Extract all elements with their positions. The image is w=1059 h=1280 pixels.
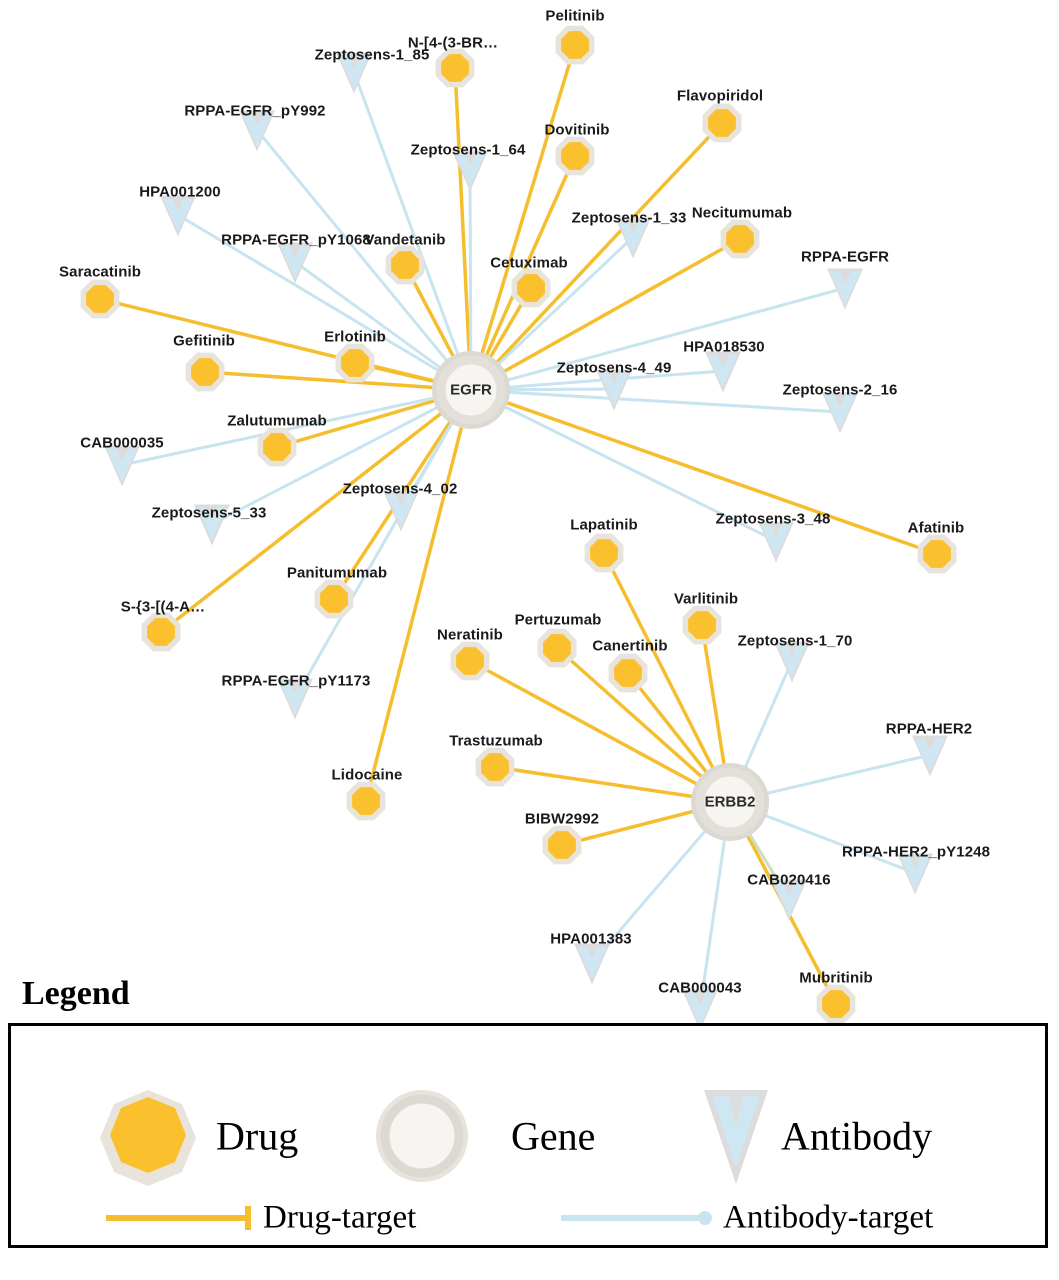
drug-node-label: Vandetanib — [364, 231, 446, 249]
legend-label-drug-target: Drug-target — [263, 1199, 417, 1236]
drug-node-label: Erlotinib — [324, 328, 386, 346]
drug-target-edge — [455, 68, 471, 390]
antibody-node-label: RPPA-EGFR — [800, 248, 890, 266]
drug-node[interactable] — [556, 137, 595, 176]
drug-node[interactable] — [609, 654, 648, 693]
legend-label-antibody: Antibody — [781, 1113, 933, 1159]
octagon-drug-icon — [614, 659, 642, 687]
drug-node[interactable] — [585, 534, 624, 573]
gene-node-label: ERBB2 — [704, 793, 756, 811]
octagon-drug-icon — [391, 251, 419, 279]
antibody-target-edge-icon — [561, 1211, 712, 1225]
drug-node-label: Lapatinib — [570, 516, 638, 534]
drug-target-edge — [470, 661, 730, 802]
drug-node[interactable] — [543, 826, 582, 865]
octagon-drug-icon — [352, 787, 380, 815]
antibody-node-label: Zeptosens-1_64 — [410, 141, 526, 159]
drug-node-label: Mubritinib — [799, 969, 873, 987]
drug-node-label: Pertuzumab — [514, 611, 602, 629]
drug-node-label: Varlitinib — [673, 590, 739, 608]
octagon-drug-icon — [708, 109, 736, 137]
antibody-node[interactable] — [822, 393, 858, 434]
circle-gene-icon — [376, 1090, 468, 1182]
drug-node-label: Necitumumab — [691, 204, 793, 222]
antibody-node-label: HPA018530 — [683, 338, 765, 356]
antibody-node-label: HPA001383 — [550, 930, 632, 948]
gene-node-label: EGFR — [450, 381, 492, 399]
antibody-node-label: CAB020416 — [747, 871, 831, 889]
octagon-drug-icon — [726, 225, 754, 253]
antibody-node[interactable] — [827, 269, 863, 310]
drug-node-label: Gefitinib — [173, 332, 235, 350]
drug-node-label: Zalutumumab — [227, 412, 327, 430]
drug-node-label: Flavopiridol — [676, 87, 764, 105]
antibody-node-label: RPPA-HER2 — [885, 720, 973, 738]
drug-node-label: Neratinib — [437, 626, 503, 644]
drug-node[interactable] — [436, 49, 475, 88]
octagon-drug-icon — [147, 618, 175, 646]
octagon-drug-icon — [561, 31, 589, 59]
drug-node[interactable] — [538, 629, 577, 668]
drug-node-label: Panitumumab — [286, 564, 388, 582]
drug-node[interactable] — [512, 269, 551, 308]
drug-target-edge — [471, 390, 937, 554]
drug-node[interactable] — [683, 606, 722, 645]
antibody-node[interactable] — [160, 196, 196, 237]
drug-node[interactable] — [142, 613, 181, 652]
drug-node-label: Trastuzumab — [449, 732, 543, 750]
antibody-node-label: Zeptosens-3_48 — [715, 510, 831, 528]
antibody-node-label: Zeptosens-1_33 — [571, 209, 687, 227]
legend — [0, 975, 1059, 1280]
antibody-node-label: Zeptosens-4_02 — [342, 480, 458, 498]
antibody-node-label: HPA001200 — [139, 183, 221, 201]
drug-node[interactable] — [386, 246, 425, 285]
octagon-drug-icon — [688, 611, 716, 639]
antibody-node-label: RPPA-EGFR_pY1173 — [221, 672, 371, 690]
octagon-drug-icon — [561, 142, 589, 170]
antibody-node[interactable] — [758, 522, 794, 563]
legend-box — [8, 1023, 1048, 1248]
octagon-drug-icon — [441, 54, 469, 82]
octagon-drug-icon — [320, 585, 348, 613]
legend-label-antibody-target: Antibody-target — [723, 1199, 934, 1236]
antibody-node-label: CAB000035 — [80, 434, 164, 452]
drug-node[interactable] — [347, 782, 386, 821]
drug-node-label: Afatinib — [907, 519, 965, 537]
drug-node-label: Dovitinib — [544, 121, 610, 139]
drug-node[interactable] — [258, 428, 297, 467]
antibody-node-label: Zeptosens-1_85 — [314, 46, 430, 64]
drug-node[interactable] — [556, 26, 595, 65]
drug-target-edge-icon — [106, 1206, 248, 1230]
drug-node[interactable] — [315, 580, 354, 619]
octagon-drug-icon — [263, 433, 291, 461]
drug-node-label: S-{3-[(4-A… — [120, 598, 206, 616]
octagon-drug-icon — [543, 634, 571, 662]
octagon-drug-icon — [456, 647, 484, 675]
octagon-drug-icon — [86, 285, 114, 313]
drug-node[interactable] — [703, 104, 742, 143]
drug-node-label: Pelitinib — [545, 7, 605, 25]
drug-node[interactable] — [918, 535, 957, 574]
drug-node-label: Cetuximab — [490, 254, 568, 272]
drug-node[interactable] — [81, 280, 120, 319]
drug-node[interactable] — [476, 748, 515, 787]
octagon-drug-icon — [548, 831, 576, 859]
antibody-node-label: RPPA-EGFR_pY1068 — [221, 231, 371, 249]
octagon-drug-icon — [481, 753, 509, 781]
drug-node[interactable] — [186, 353, 225, 392]
octagon-drug-icon — [923, 540, 951, 568]
octagon-drug-icon — [517, 274, 545, 302]
drug-node[interactable] — [721, 220, 760, 259]
drug-node[interactable] — [451, 642, 490, 681]
legend-label-gene: Gene — [511, 1113, 596, 1159]
antibody-node-label: CAB000043 — [658, 979, 742, 997]
antibody-node-label: Zeptosens-1_70 — [737, 632, 853, 650]
octagon-drug-icon — [590, 539, 618, 567]
legend-title: Legend — [22, 975, 130, 1012]
drug-node-label: Lidocaine — [331, 766, 403, 784]
drug-node[interactable] — [336, 344, 375, 383]
drug-node-label: Saracatinib — [59, 263, 141, 281]
drug-node-label: BIBW2992 — [524, 810, 600, 828]
legend-label-drug: Drug — [216, 1113, 299, 1159]
antibody-node-label: RPPA-HER2_pY1248 — [841, 843, 991, 861]
antibody-node-label: Zeptosens-5_33 — [151, 504, 267, 522]
octagon-drug-icon — [191, 358, 219, 386]
octagon-drug-icon — [100, 1090, 196, 1186]
antibody-node-label: RPPA-EGFR_pY992 — [184, 102, 326, 120]
antibody-node[interactable] — [104, 446, 140, 487]
antibody-node[interactable] — [912, 736, 948, 777]
antibody-node-label: Zeptosens-2_16 — [782, 381, 898, 399]
drug-node-label: N-[4-(3-BR… — [407, 34, 499, 52]
drug-node-label: Canertinib — [592, 637, 668, 655]
drug-target-edge — [471, 45, 575, 390]
chevron-antibody-icon — [704, 1090, 768, 1184]
antibody-node-label: Zeptosens-4_49 — [556, 359, 672, 377]
octagon-drug-icon — [341, 349, 369, 377]
